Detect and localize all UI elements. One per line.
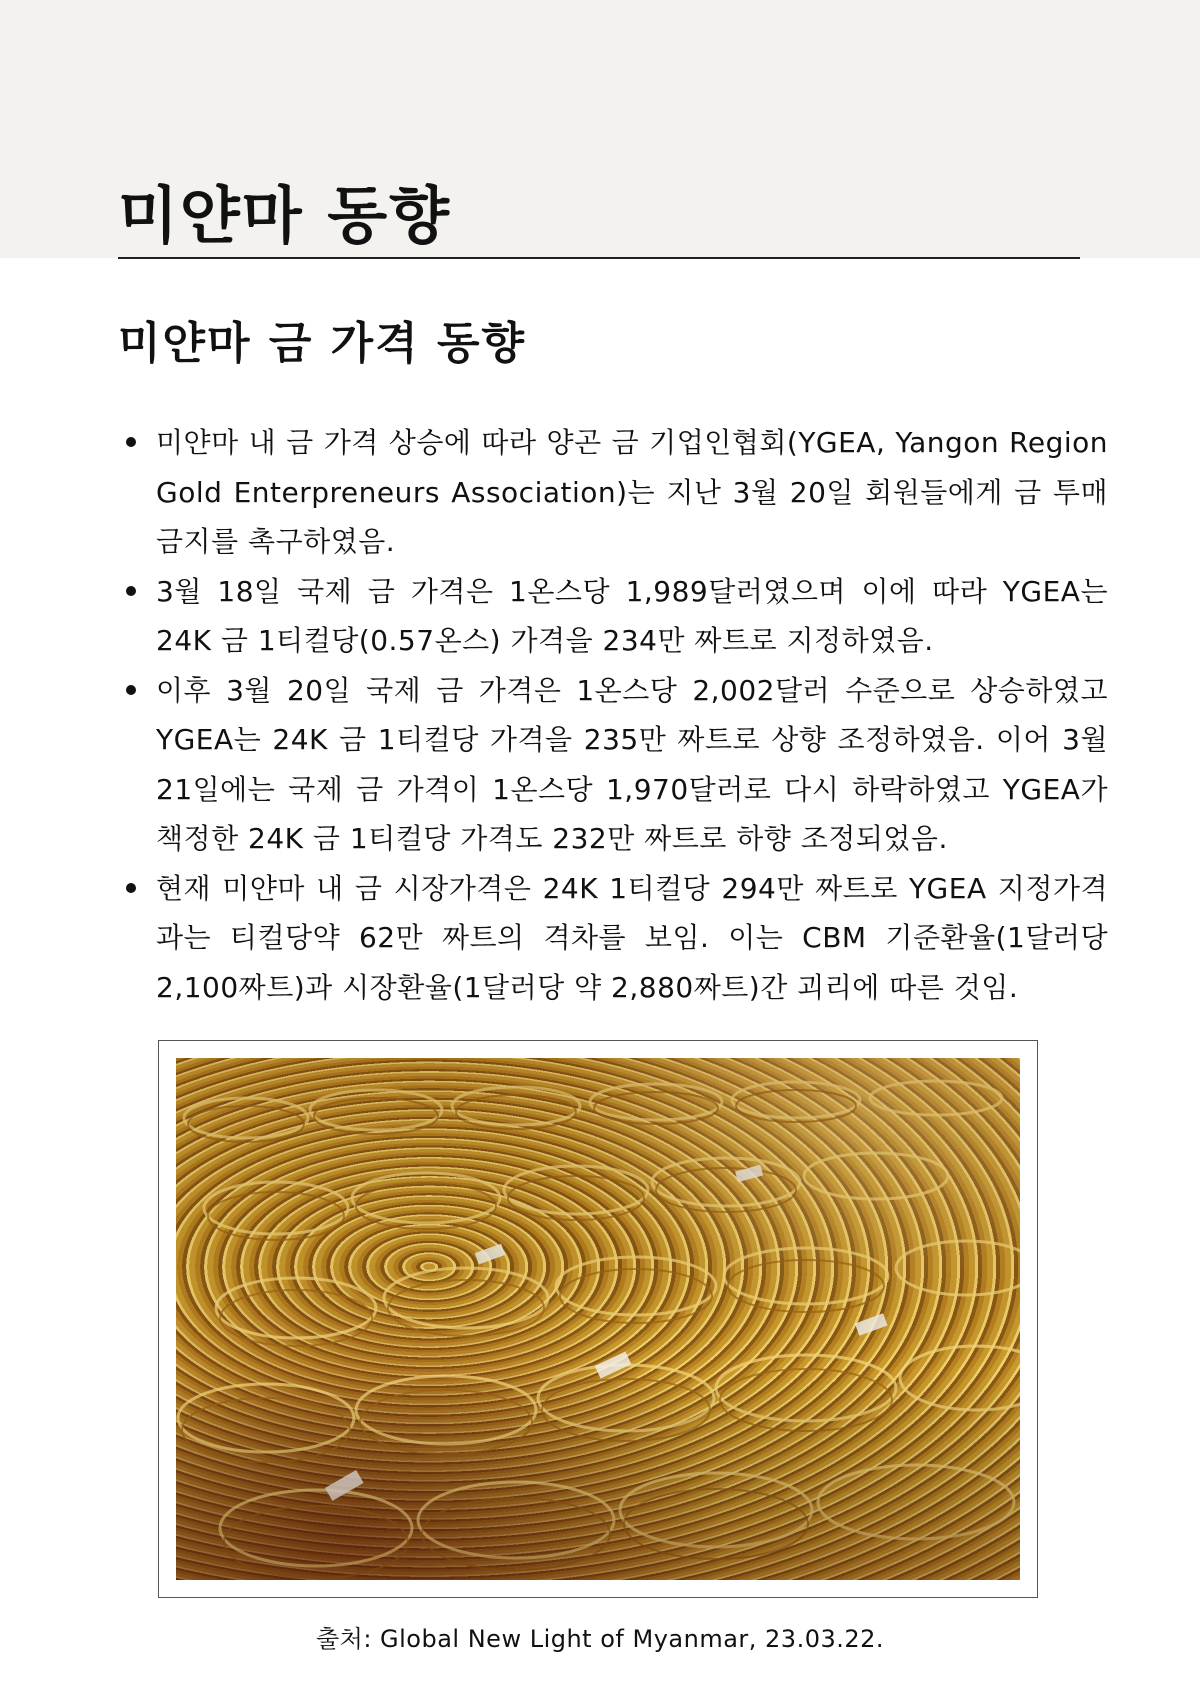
bullet-text: 미얀마 내 금 가격 상승에 따라 양곤 금 기업인협회(YGEA, Yangon Region Gold Enterpreneurs Association)는 지난 3월 20일 회원들에게 금 투매 금지를 촉구하였음. <box>156 426 1108 558</box>
bullet-icon <box>126 685 136 695</box>
bullet-icon <box>126 883 136 893</box>
bullet-icon <box>126 437 136 447</box>
article-title: 미얀마 금 가격 동향 <box>118 318 526 369</box>
bullet-item <box>118 567 1108 666</box>
bullet-icon <box>126 586 136 596</box>
bullet-text: 3월 18일 국제 금 가격은 1온스당 1,989달러였으며 이에 따라 YGEA는 24K 금 1티컬당(0.57온스) 가격을 234만 짜트로 지정하였음. <box>156 574 1108 657</box>
bullet-item <box>118 418 1108 567</box>
bullet-text: 현재 미얀마 내 금 시장가격은 24K 1티컬당 294만 짜트로 YGEA 지정가격과는 티컬당약 62만 짜트의 격차를 보임. 이는 CBM 기준환율(1달러당 2,100짜트)과 시장환율(1달러당 약 2,880짜트)간 괴리에 따른 것임. <box>156 871 1108 1004</box>
photo-source-caption: 출처: Global New Light of Myanmar, 23.03.22. <box>315 1625 885 1653</box>
title-divider <box>118 257 1080 259</box>
photo-frame <box>158 1040 1038 1598</box>
gold-bangles-photo <box>176 1058 1020 1580</box>
bullet-text: 이후 3월 20일 국제 금 가격은 1온스당 2,002달러 수준으로 상승하였고 YGEA는 24K 금 1티컬당 가격을 235만 짜트로 상향 조정하였음. 이어 3월 21일에는 국제 금 가격이 1온스당 1,970달러로 다시 하락하였고 YGEA가 책정한 24K 금 1티컬당 가격도 232만 짜트로 하향 조정되었음. <box>156 673 1108 855</box>
gold-bangles-illustration <box>176 1058 1020 1580</box>
bullet-item <box>118 864 1108 1013</box>
page-title: 미얀마 동향 <box>118 179 452 252</box>
bullet-item <box>118 666 1108 864</box>
bullet-list <box>118 418 1108 1012</box>
